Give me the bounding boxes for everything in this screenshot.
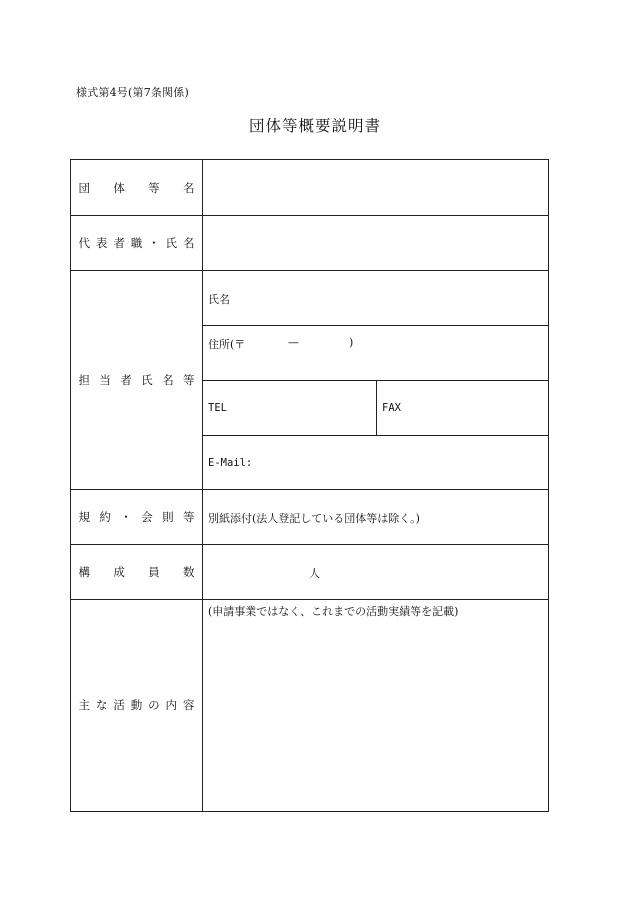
contact-tel-label: TEL (208, 402, 227, 414)
contact-address-close: ) (349, 336, 354, 349)
rules-value: 別紙添付(法人登記している団体等は除く。) (208, 512, 420, 525)
members-unit: 人 (309, 567, 320, 580)
label-group-name: 団 体 等 名 (78, 180, 195, 195)
tel-fax-divider (376, 380, 377, 435)
form-number: 様式第4号(第7条関係) (76, 86, 189, 99)
sub-row-divider (202, 380, 548, 381)
form-table (70, 159, 549, 812)
contact-address-dash: — (288, 336, 299, 349)
contact-address-label: 住所(〒 (208, 338, 246, 351)
contact-name-label: 氏名 (208, 293, 230, 306)
contact-email-label: E-Mail: (208, 457, 253, 469)
contact-fax-label: FAX (382, 402, 401, 414)
sub-row-divider (202, 435, 548, 436)
label-activities: 主 な 活 動 の 内 容 (78, 698, 195, 712)
sub-row-divider (202, 325, 548, 326)
activities-note: (申請事業ではなく、これまでの活動実績等を記載) (208, 605, 459, 618)
label-column-divider (202, 160, 203, 811)
label-representative: 代 表 者 職 ・ 氏 名 (78, 235, 195, 250)
label-members: 構 成 員 数 (78, 564, 195, 579)
label-rules: 規 約 ・ 会 則 等 (78, 509, 195, 524)
document-title: 団体等概要説明書 (248, 117, 381, 135)
label-contact-person: 担 当 者 氏 名 等 (78, 372, 195, 387)
